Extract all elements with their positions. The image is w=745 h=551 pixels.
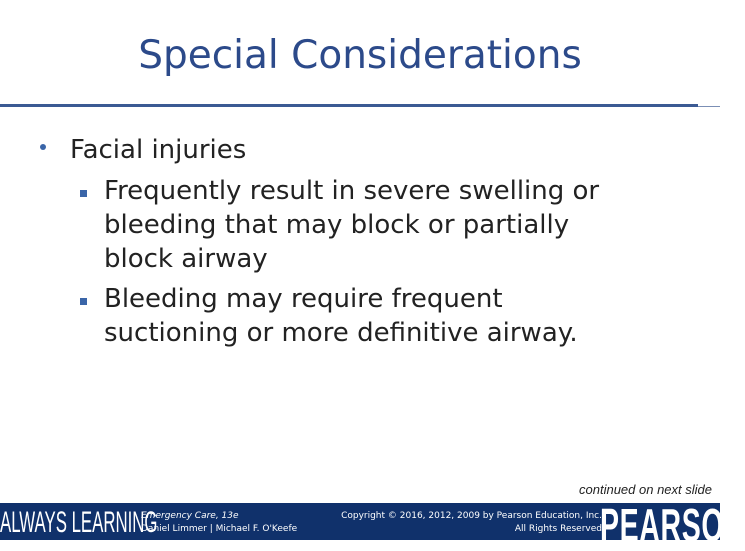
- title-divider-tail: [698, 106, 720, 107]
- sub-bullet-text: [104, 282, 664, 350]
- title-divider: [0, 104, 698, 107]
- continued-note: continued on next slide: [579, 482, 712, 497]
- book-title: Emergency Care, 13e: [141, 511, 239, 521]
- square-bullet-icon: [80, 298, 87, 305]
- footer-bar: [0, 499, 745, 551]
- sub-bullet-text: [104, 174, 664, 276]
- sub-bullet-line: block airway: [104, 244, 268, 274]
- bullet-text: Facial injuries: [70, 135, 247, 165]
- sub-bullet-line: Frequently result in severe swelling or: [104, 176, 600, 206]
- rights-line: All Rights Reserved: [514, 524, 602, 534]
- slide-title: Special Considerations: [138, 33, 582, 78]
- pearson-logo: PEARSON: [600, 499, 745, 551]
- copyright-notice: [341, 510, 602, 536]
- book-authors: Daniel Limmer | Michael F. O'Keefe: [141, 524, 298, 534]
- book-credit: [141, 510, 297, 536]
- sub-bullet-line: suctioning or more definitive airway.: [104, 318, 578, 348]
- square-bullet-icon: [80, 190, 87, 197]
- sub-bullet-line: Bleeding may require frequent: [104, 284, 503, 314]
- copyright-line: Copyright © 2016, 2012, 2009 by Pearson Education, Inc.: [341, 511, 602, 521]
- bullet-dot-icon: [40, 144, 46, 150]
- sub-bullet-line: bleeding that may block or partially: [104, 210, 570, 240]
- always-learning-logo: ALWAYS LEARNING: [0, 506, 158, 539]
